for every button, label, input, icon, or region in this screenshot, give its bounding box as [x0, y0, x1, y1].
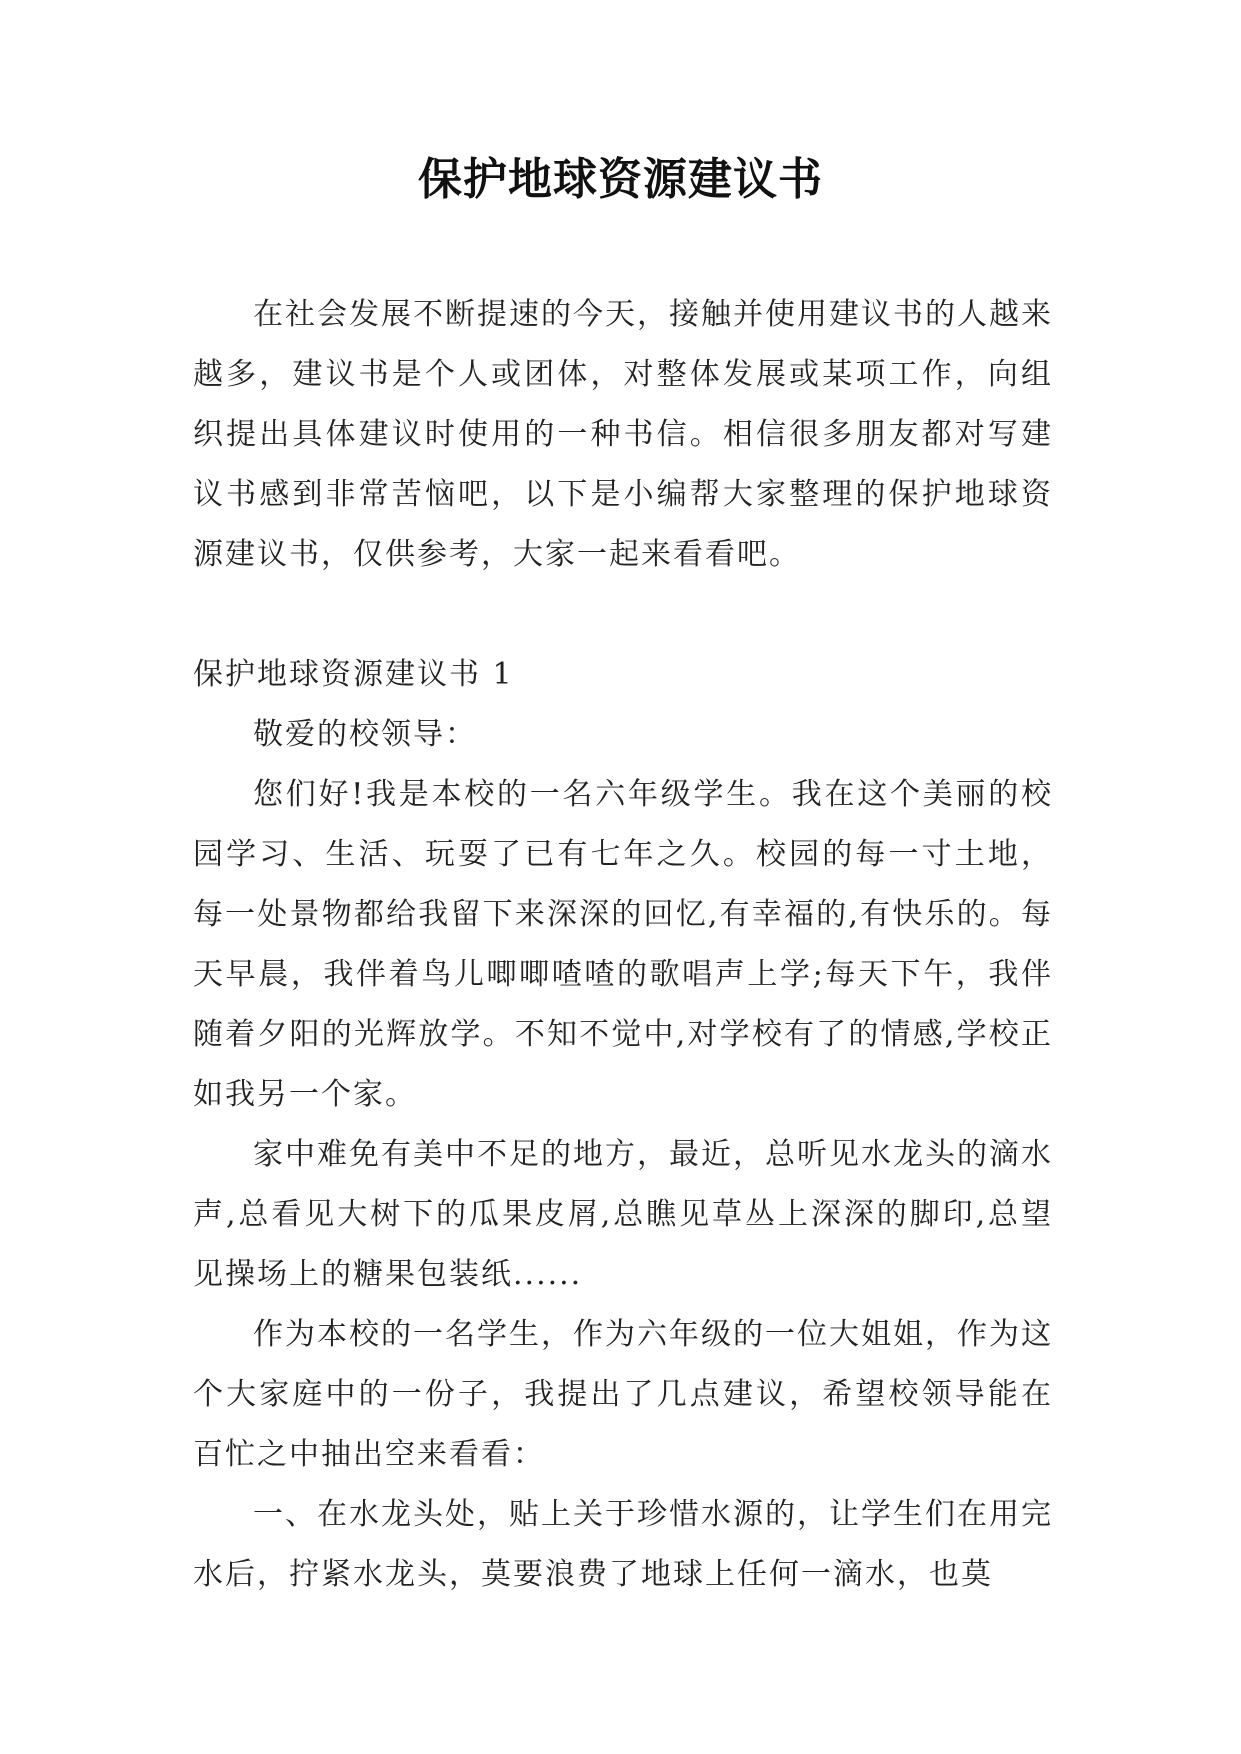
- body-paragraph: 家中难免有美中不足的地方，最近，总听见水龙头的滴水声,总看见大树下的瓜果皮屑,总瞧见草丛上深深的脚印,总望见操场上的糖果包装纸......: [193, 1137, 1053, 1292]
- document-body: [193, 285, 1053, 1605]
- body-paragraph: 作为本校的一名学生，作为六年级的一位大姐姐，作为这个大家庭中的一份子，我提出了几点建议，希望校领导能在百忙之中抽出空来看看：: [193, 1317, 1053, 1472]
- section-heading: 保护地球资源建议书 1: [193, 657, 514, 692]
- body-paragraph: 您们好!我是本校的一名六年级学生。我在这个美丽的校园学习、生活、玩耍了已有七年之久。校园的每一寸土地，每一处景物都给我留下来深深的回忆,有幸福的,有快乐的。每天早晨，我伴着鸟儿唧唧喳喳的歌唱声上学;每天下午，我伴随着夕阳的光辉放学。不知不觉中,对学校有了的情感,学校正如我另一个家。: [193, 777, 1053, 1112]
- body-paragraph: 一、在水龙头处，贴上关于珍惜水源的，让学生们在用完水后，拧紧水龙头，莫要浪费了地球上任何一滴水，也莫: [193, 1497, 1053, 1592]
- salutation: 敬爱的校领导：: [253, 717, 477, 752]
- document-title: 保护地球资源建议书: [418, 154, 823, 205]
- intro-paragraph: 在社会发展不断提速的今天，接触并使用建议书的人越来越多，建议书是个人或团体，对整体发展或某项工作，向组织提出具体建议时使用的一种书信。相信很多朋友都对写建议书感到非常苦恼吧，以下是小编帮大家整理的保护地球资源建议书，仅供参考，大家一起来看看吧。: [193, 297, 1053, 572]
